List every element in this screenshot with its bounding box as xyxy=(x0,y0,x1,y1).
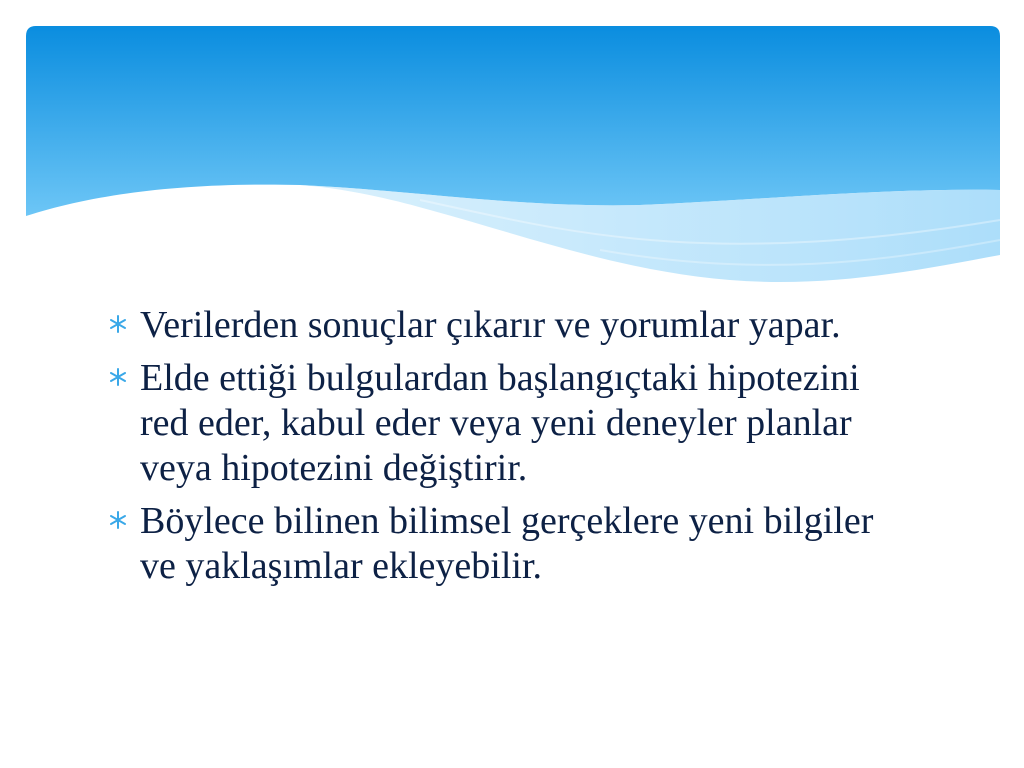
bullet-item xyxy=(108,356,908,491)
bullet-text: Böylece bilinen bilimsel gerçeklere yeni bilgiler ve yaklaşımlar ekleyebilir. xyxy=(140,500,874,587)
bullet-item xyxy=(108,499,908,589)
bullet-list xyxy=(108,303,908,597)
bullet-item xyxy=(108,303,908,348)
asterisk-icon xyxy=(108,510,128,530)
bullet-text: Elde ettiği bulgulardan başlangıçtaki hipotezini red eder, kabul eder veya yeni deneyler planlar veya hipotezini değiştirir. xyxy=(140,357,860,489)
bullet-text: Verilerden sonuçlar çıkarır ve yorumlar yapar. xyxy=(140,304,841,346)
asterisk-icon xyxy=(108,367,128,387)
header-band-shape xyxy=(26,26,1000,216)
asterisk-icon xyxy=(108,314,128,334)
header-wave-band xyxy=(0,0,1024,300)
